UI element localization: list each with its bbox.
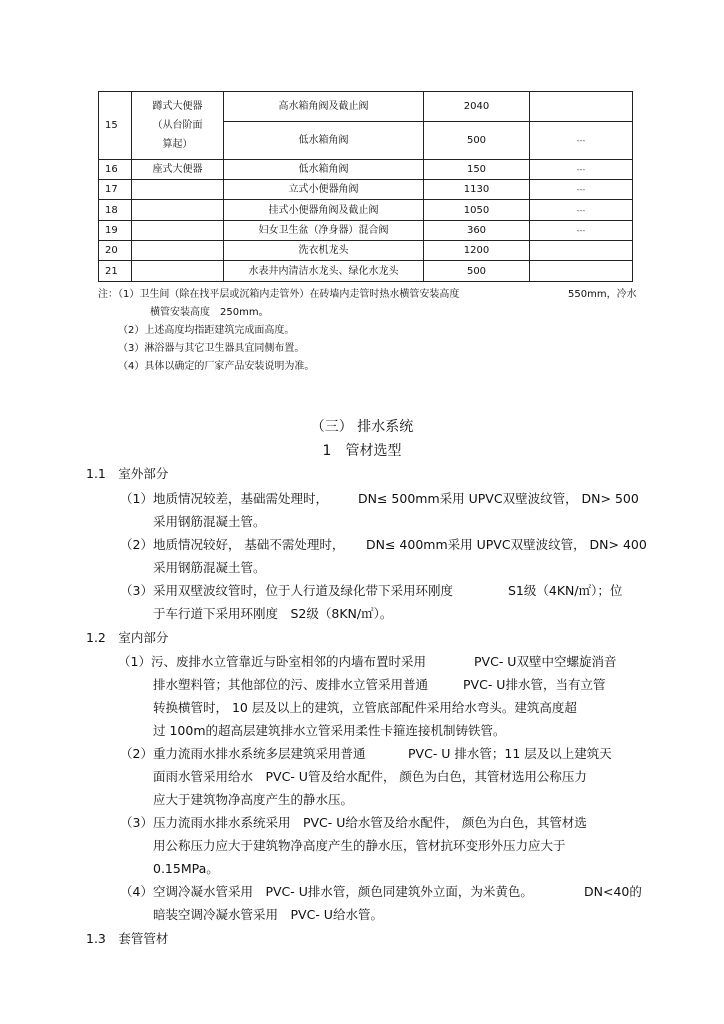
para-line: （3）压力流雨水排水系统采用 PVC- U给水管及给水配件， 颜色为白色，其管材选 [120, 815, 587, 830]
note-1-value: 550mm，冷水 [568, 289, 637, 300]
fixture-line: 蹲式大便器 [152, 101, 203, 112]
table-row [99, 200, 633, 221]
row-number: 19 [99, 221, 132, 241]
para-line: 采用钢筋混凝土管。 [153, 560, 266, 575]
height-cell: 500 [424, 261, 530, 282]
row-number: 16 [99, 160, 132, 180]
para-line: PVC- U排水管，当有立管 [463, 677, 606, 692]
table-row [99, 180, 633, 200]
note-4: （4）具体以确定的厂家产品安装说明为准。 [118, 361, 315, 372]
valve-height-table [98, 91, 633, 282]
fixture-cell [132, 261, 224, 282]
section-title: （三） 排水系统 [310, 419, 414, 435]
valve-cell: 高水箱角阀及截止阀 [224, 92, 424, 122]
para-line: 面雨水管采用给水 PVC- U管及给水配件， 颜色为白色，其管材选用公称压力 [153, 769, 587, 784]
table-row [99, 221, 633, 241]
para-line: （2）地质情况较好， 基础不需处理时， [120, 537, 345, 552]
fixture-cell [132, 221, 224, 241]
section-subtitle: 1 管材选型 [322, 443, 402, 459]
heading-1-2: 1.2 室内部分 [86, 630, 169, 645]
note-cell [530, 92, 633, 122]
para-line: PVC- U 排水管；11 层及以上建筑天 [408, 746, 612, 761]
height-cell: 1050 [424, 200, 530, 221]
para-line: 0.15MPa。 [153, 861, 219, 876]
height-cell: 360 [424, 221, 530, 241]
para-line: 排水塑料管；其他部位的污、废排水立管采用普通 [153, 677, 429, 692]
note-cell [530, 261, 633, 282]
note-cell: --- [530, 221, 633, 241]
para-line: 应大于建筑物净高度产生的静水压。 [153, 792, 354, 807]
para-line: （2）重力流雨水排水系统多层建筑采用普通 [120, 746, 366, 761]
para-line: （1）地质情况较差，基础需处理时， [120, 491, 328, 506]
height-cell: 500 [424, 122, 530, 160]
table-row [99, 241, 633, 261]
fixture-cell [132, 92, 224, 160]
para-line: 暗装空调冷凝水管采用 PVC- U给水管。 [153, 907, 383, 922]
height-cell: 2040 [424, 92, 530, 122]
fixture-cell [132, 200, 224, 221]
para-line: DN≤ 500mm采用 UPVC双壁波纹管， DN> 500 [358, 491, 639, 506]
note-1: 注：（1）卫生间（除在找平层或沉箱内走管外）在砖墙内走管时热水横管安装高度 [98, 289, 460, 300]
valve-cell: 水表井内清洁水龙头、绿化水龙头 [224, 261, 424, 282]
row-number: 15 [99, 92, 132, 160]
valve-cell: 低水箱角阀 [224, 122, 424, 160]
fixture-line: 算起） [162, 139, 193, 150]
row-number: 18 [99, 200, 132, 221]
para-line: S1级（4KN/㎡）；位 [508, 583, 623, 598]
para-line: 过 100m的超高层建筑排水立管采用柔性卡箍连接机制铸铁管。 [153, 723, 506, 738]
valve-cell: 妇女卫生盆（净身器）混合阀 [224, 221, 424, 241]
note-cell: --- [530, 160, 633, 180]
valve-cell: 立式小便器角阀 [224, 180, 424, 200]
note-cell: --- [530, 200, 633, 221]
heading-1-3: 1.3 套管管材 [86, 931, 169, 946]
heading-1-1: 1.1 室外部分 [86, 466, 169, 481]
para-line: DN<40的 [584, 884, 642, 899]
para-line: （3）采用双壁波纹管时，位于人行道及绿化带下采用环刚度 [120, 583, 453, 598]
valve-cell: 洗衣机龙头 [224, 241, 424, 261]
note-2: （2）上述高度均指距建筑完成面高度。 [118, 325, 295, 336]
para-line: （4）空调冷凝水管采用 PVC- U排水管，颜色同建筑外立面，为米黄色。 [120, 884, 533, 899]
note-cell: --- [530, 180, 633, 200]
row-number: 20 [99, 241, 132, 261]
para-line: 用公称压力应大于建筑物净高度产生的静水压，管材抗环变形外压力应大于 [153, 838, 566, 853]
valve-cell: 挂式小便器角阀及截止阀 [224, 200, 424, 221]
note-cell: --- [530, 122, 633, 160]
table-row [99, 92, 633, 122]
para-line: PVC- U双壁中空螺旋消音 [474, 654, 617, 669]
height-cell: 1130 [424, 180, 530, 200]
table-row [99, 261, 633, 282]
note-1-cont: 横管安装高度 250mm。 [150, 307, 269, 318]
row-number: 17 [99, 180, 132, 200]
row-number: 21 [99, 261, 132, 282]
para-line: DN≤ 400mm采用 UPVC双壁波纹管， DN> 400 [366, 537, 647, 552]
fixture-line: （从台阶面 [152, 120, 203, 131]
para-line: 于车行道下采用环刚度 S2级（8KN/㎡）。 [153, 606, 393, 621]
para-line: （1）污、废排水立管靠近与卧室相邻的内墙布置时采用 [118, 654, 426, 669]
note-3: （3）淋浴器与其它卫生器具宜同侧布置。 [118, 343, 305, 354]
valve-cell: 低水箱角阀 [224, 160, 424, 180]
para-line: 采用钢筋混凝土管。 [153, 514, 266, 529]
fixture-cell: 座式大便器 [132, 160, 224, 180]
fixture-cell [132, 241, 224, 261]
note-cell [530, 241, 633, 261]
para-line: 转换横管时， 10 层及以上的建筑，立管底部配件采用给水弯头。建筑高度超 [153, 700, 577, 715]
fixture-cell [132, 180, 224, 200]
height-cell: 150 [424, 160, 530, 180]
height-cell: 1200 [424, 241, 530, 261]
table-row [99, 160, 633, 180]
